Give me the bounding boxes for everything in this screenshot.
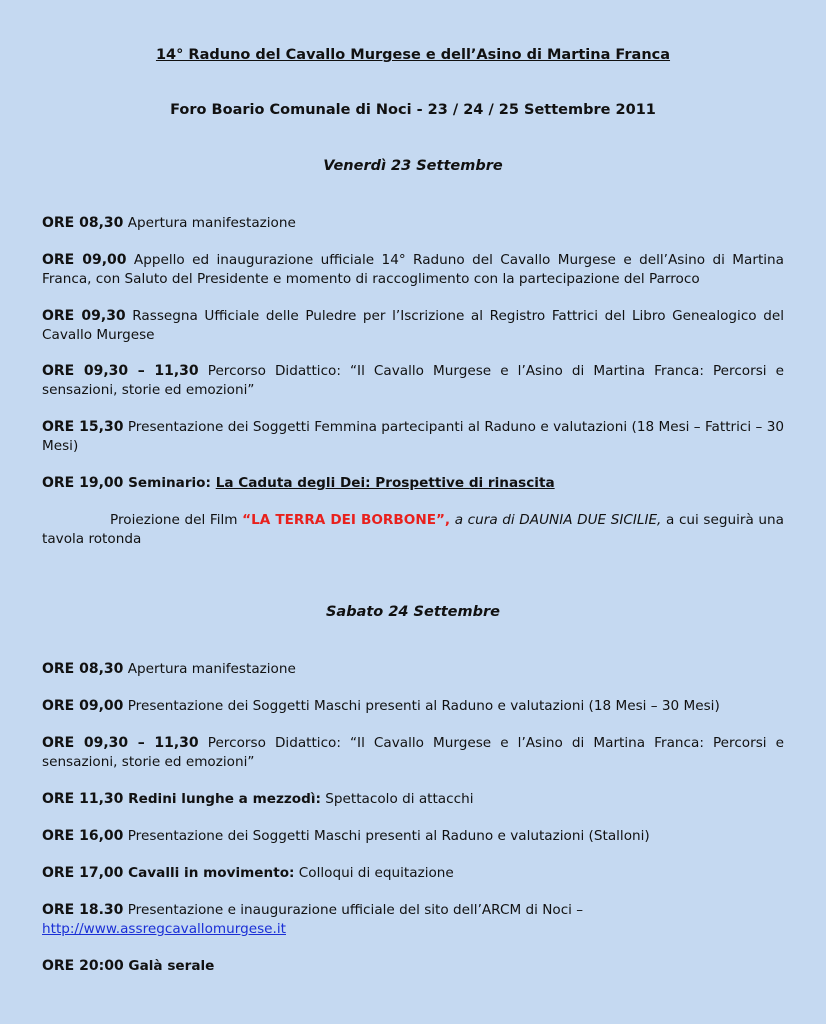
schedule-item xyxy=(42,307,784,345)
time-label: ORE 18.30 xyxy=(42,902,124,918)
film-prefix: Proiezione del Film xyxy=(110,512,243,528)
schedule-item xyxy=(42,957,784,976)
schedule-item xyxy=(42,864,784,883)
item-label: Cavalli in movimento: xyxy=(123,865,295,881)
item-text: Appello ed inaugurazione ufficiale 14° Raduno del Cavallo Murgese e dell’Asino di Martina Franca, con Saluto del Presidente e momento di raccoglimento con la partecipazione del Parroco xyxy=(42,252,784,287)
time-label: ORE 09,00 xyxy=(42,698,124,714)
time-label: ORE 08,30 xyxy=(42,215,124,231)
website-link[interactable]: http://www.assregcavallomurgese.it xyxy=(42,921,286,937)
schedule-item xyxy=(42,251,784,289)
time-label: ORE 09,30 – 11,30 xyxy=(42,735,199,751)
item-text: Presentazione dei Soggetti Maschi presenti al Raduno e valutazioni (18 Mesi – 30 Mesi) xyxy=(123,698,720,714)
seminar-label: Seminario: xyxy=(123,475,216,491)
schedule-item xyxy=(42,660,784,679)
item-text: Percorso Didattico: “Il Cavallo Murgese e l’Asino di Martina Franca: Percorsi e sensazioni, storie ed emozioni” xyxy=(42,735,784,770)
item-text: Apertura manifestazione xyxy=(123,215,296,231)
time-label: ORE 08,30 xyxy=(42,661,124,677)
schedule-item xyxy=(42,827,784,846)
page-title: 14° Raduno del Cavallo Murgese e dell’Asino di Martina Franca xyxy=(155,47,671,63)
day-heading-friday: Venerdì 23 Settembre xyxy=(323,158,503,174)
schedule-item xyxy=(42,474,784,493)
time-label: ORE 16,00 xyxy=(42,828,124,844)
film-screening xyxy=(42,511,784,549)
time-label: ORE 15,30 xyxy=(42,419,124,435)
schedule-item xyxy=(42,901,784,939)
item-text: Rassegna Ufficiale delle Puledre per l’Iscrizione al Registro Fattrici del Libro Genealogico del Cavallo Murgese xyxy=(42,308,784,343)
item-text: Colloqui di equitazione xyxy=(294,865,454,881)
schedule-item xyxy=(42,362,784,400)
item-text: Presentazione dei Soggetti Maschi presenti al Raduno e valutazioni (Stalloni) xyxy=(123,828,650,844)
item-text: Percorso Didattico: “Il Cavallo Murgese e l’Asino di Martina Franca: Percorsi e sensazioni, storie ed emozioni” xyxy=(42,363,784,398)
film-suffix: a cui seguirà una tavola rotonda xyxy=(42,512,784,547)
schedule-item xyxy=(42,214,784,233)
time-label: ORE 09,30 xyxy=(42,308,126,324)
time-label: ORE 20:00 xyxy=(42,958,124,974)
film-title: “LA TERRA DEI BORBONE”, xyxy=(242,512,451,528)
page-subtitle: Foro Boario Comunale di Noci - 23 / 24 / 25 Settembre 2011 xyxy=(170,102,656,118)
time-label: ORE 19,00 xyxy=(42,475,124,491)
schedule-item xyxy=(42,418,784,456)
item-text: Apertura manifestazione xyxy=(123,661,296,677)
item-text: Presentazione e inaugurazione ufficiale del sito dell’ARCM di Noci – xyxy=(123,902,584,918)
schedule-item xyxy=(42,734,784,772)
time-label: ORE 17,00 xyxy=(42,865,124,881)
time-label: ORE 09,00 xyxy=(42,252,127,268)
item-text: Spettacolo di attacchi xyxy=(320,791,474,807)
schedule-item xyxy=(42,697,784,716)
day-heading-saturday: Sabato 24 Settembre xyxy=(325,604,500,620)
item-label: Galà serale xyxy=(123,958,215,974)
time-label: ORE 09,30 – 11,30 xyxy=(42,363,199,379)
schedule-item xyxy=(42,790,784,809)
time-label: ORE 11,30 xyxy=(42,791,124,807)
item-label: Redini lunghe a mezzodì: xyxy=(123,791,321,807)
seminar-title: La Caduta degli Dei: Prospettive di rinascita xyxy=(215,475,555,491)
film-curator: a cura di DAUNIA DUE SICILIE, xyxy=(450,512,662,528)
item-text: Presentazione dei Soggetti Femmina partecipanti al Raduno e valutazioni (18 Mesi – Fattrici – 30 Mesi) xyxy=(42,419,785,454)
